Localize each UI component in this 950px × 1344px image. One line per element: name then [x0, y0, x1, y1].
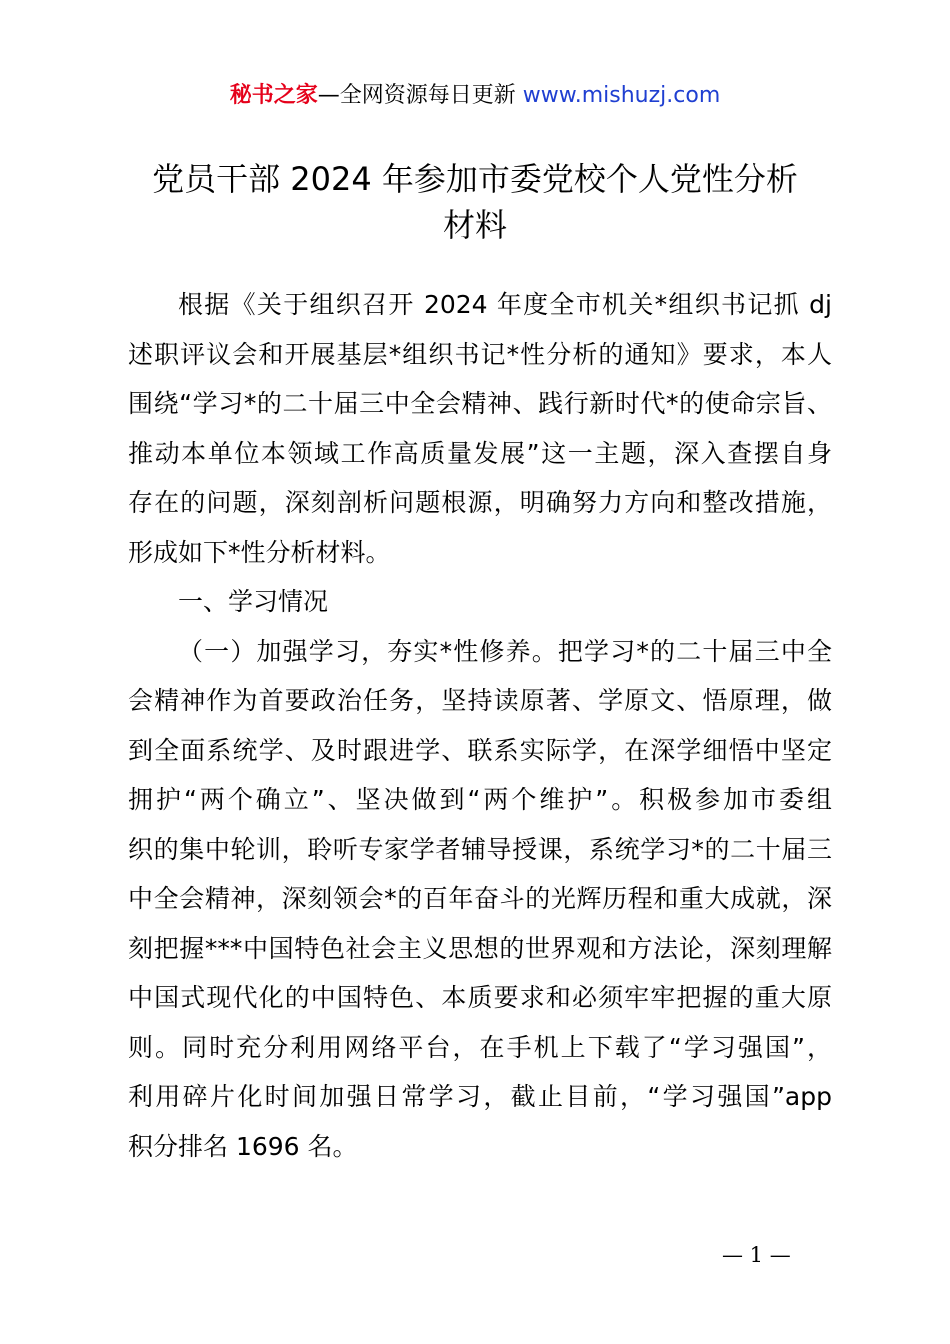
section-line: （一）加强学习，夯实*性修养。把学习*的二十届三中全 [178, 636, 832, 666]
section-heading: 一、学习情况 [178, 587, 329, 616]
document-title-line-2: 材料 [442, 206, 507, 244]
intro-line: 形成如下*性分析材料。 [128, 537, 391, 567]
section-paragraph [128, 627, 832, 1172]
section-line: 织的集中轮训，聆听专家学者辅导授课，系统学习*的二十届三 [128, 834, 832, 864]
section-line: 积分排名 1696 名。 [128, 1131, 358, 1161]
document-title [110, 156, 840, 248]
intro-line: 围绕“学习*的二十届三中全会精神、践行新时代*的使命宗旨、 [128, 389, 832, 418]
section-line: 刻把握***中国特色社会主义思想的世界观和方法论，深刻理解 [128, 933, 832, 963]
section-line: 则。同时充分利用网络平台，在手机上下载了“学习强国”， [128, 1032, 832, 1062]
brand-name: 秘书之家 [229, 83, 318, 108]
section-line: 中全会精神，深刻领会*的百年奋斗的光辉历程和重大成就，深 [128, 884, 832, 913]
site-banner [0, 80, 950, 112]
intro-paragraph [128, 280, 832, 577]
document-title-line-1: 党员干部 2024 年参加市委党校个人党性分析 [152, 160, 798, 198]
section-line: 到全面系统学、及时跟进学、联系实际学，在深学细悟中坚定 [128, 735, 832, 765]
banner-slogan: —全网资源每日更新 [317, 83, 523, 108]
intro-line: 存在的问题，深刻剖析问题根源，明确努力方向和整改措施， [128, 488, 832, 517]
intro-line: 根据《关于组织召开 2024 年度全市机关*组织书记抓 dj [178, 290, 832, 319]
section-line: 会精神作为首要政治任务，坚持读原著、学原文、悟原理，做 [128, 686, 832, 715]
intro-line: 推动本单位本领域工作高质量发展”这一主题，深入查摆自身 [128, 438, 832, 468]
page-number: — 1 — [722, 1243, 791, 1267]
section-line: 中国式现代化的中国特色、本质要求和必须牢牢把握的重大原 [128, 983, 832, 1012]
intro-line: 述职评议会和开展基层*组织书记*性分析的通知》要求，本人 [128, 339, 832, 369]
section-line: 利用碎片化时间加强日常学习，截止目前，“学习强国”app [128, 1082, 832, 1111]
document-body [128, 280, 832, 1171]
section-line: 拥护“两个确立”、坚决做到“两个维护”。积极参加市委组 [128, 785, 832, 814]
site-url[interactable]: www.mishuzj.com [522, 83, 721, 108]
